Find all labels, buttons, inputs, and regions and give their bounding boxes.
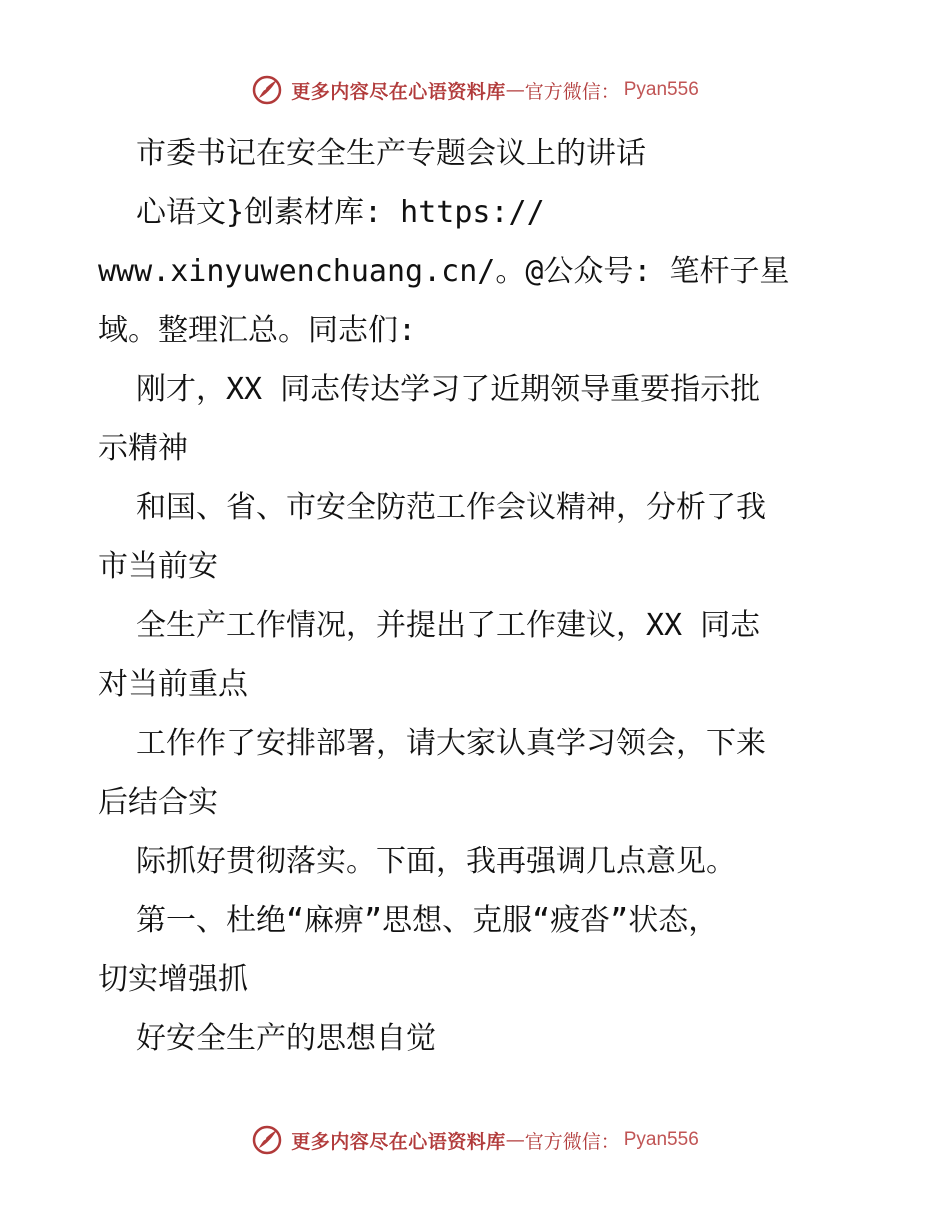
text-line: 全生产工作情况，并提出了工作建议，XX 同志 xyxy=(136,608,761,643)
text-line: www.xinyuwenchuang.cn/。@公众号: 笔杆子星 xyxy=(98,254,790,289)
text-line: 对当前重点 xyxy=(98,667,248,702)
text-line: 市当前安 xyxy=(98,549,218,584)
document-body xyxy=(98,124,868,1068)
banner-wechat-label: 官方微信： xyxy=(524,1130,620,1153)
banner-separator: — xyxy=(505,1129,525,1151)
banner-wechat-label: 官方微信： xyxy=(524,80,620,103)
text-line: 刚才，XX 同志传达学习了近期领导重要指示批 xyxy=(136,372,761,407)
text-line: 切实增强抓 xyxy=(98,962,248,997)
text-line: 示精神 xyxy=(98,431,188,466)
feather-pen-logo-icon xyxy=(251,74,283,106)
banner-main-text: 更多内容尽在心语资料库 xyxy=(291,1130,506,1153)
banner-separator: — xyxy=(505,79,525,101)
footer-banner xyxy=(0,1120,950,1160)
document-title: 市委书记在安全生产专题会议上的讲话 xyxy=(136,136,646,171)
banner-wechat-id: Pyan556 xyxy=(623,1129,699,1150)
feather-pen-logo-icon xyxy=(251,1124,283,1156)
banner-wechat-id: Pyan556 xyxy=(623,79,699,100)
text-line: 际抓好贯彻落实。下面，我再强调几点意见。 xyxy=(136,844,736,879)
text-line: 工作作了安排部署，请大家认真学习领会，下来 xyxy=(136,726,766,761)
text-line: 好安全生产的思想自觉 xyxy=(136,1021,436,1056)
text-line: 心语文}创素材库: https:// xyxy=(136,195,545,230)
header-banner xyxy=(0,70,950,110)
text-line: 和国、省、市安全防范工作会议精神，分析了我 xyxy=(136,490,766,525)
section-heading: 第一、杜绝“麻痹”思想、克服“疲沓”状态， xyxy=(136,903,719,938)
text-line: 域。整理汇总。同志们: xyxy=(98,313,417,348)
banner-main-text: 更多内容尽在心语资料库 xyxy=(291,80,506,103)
text-line: 后结合实 xyxy=(98,785,218,820)
